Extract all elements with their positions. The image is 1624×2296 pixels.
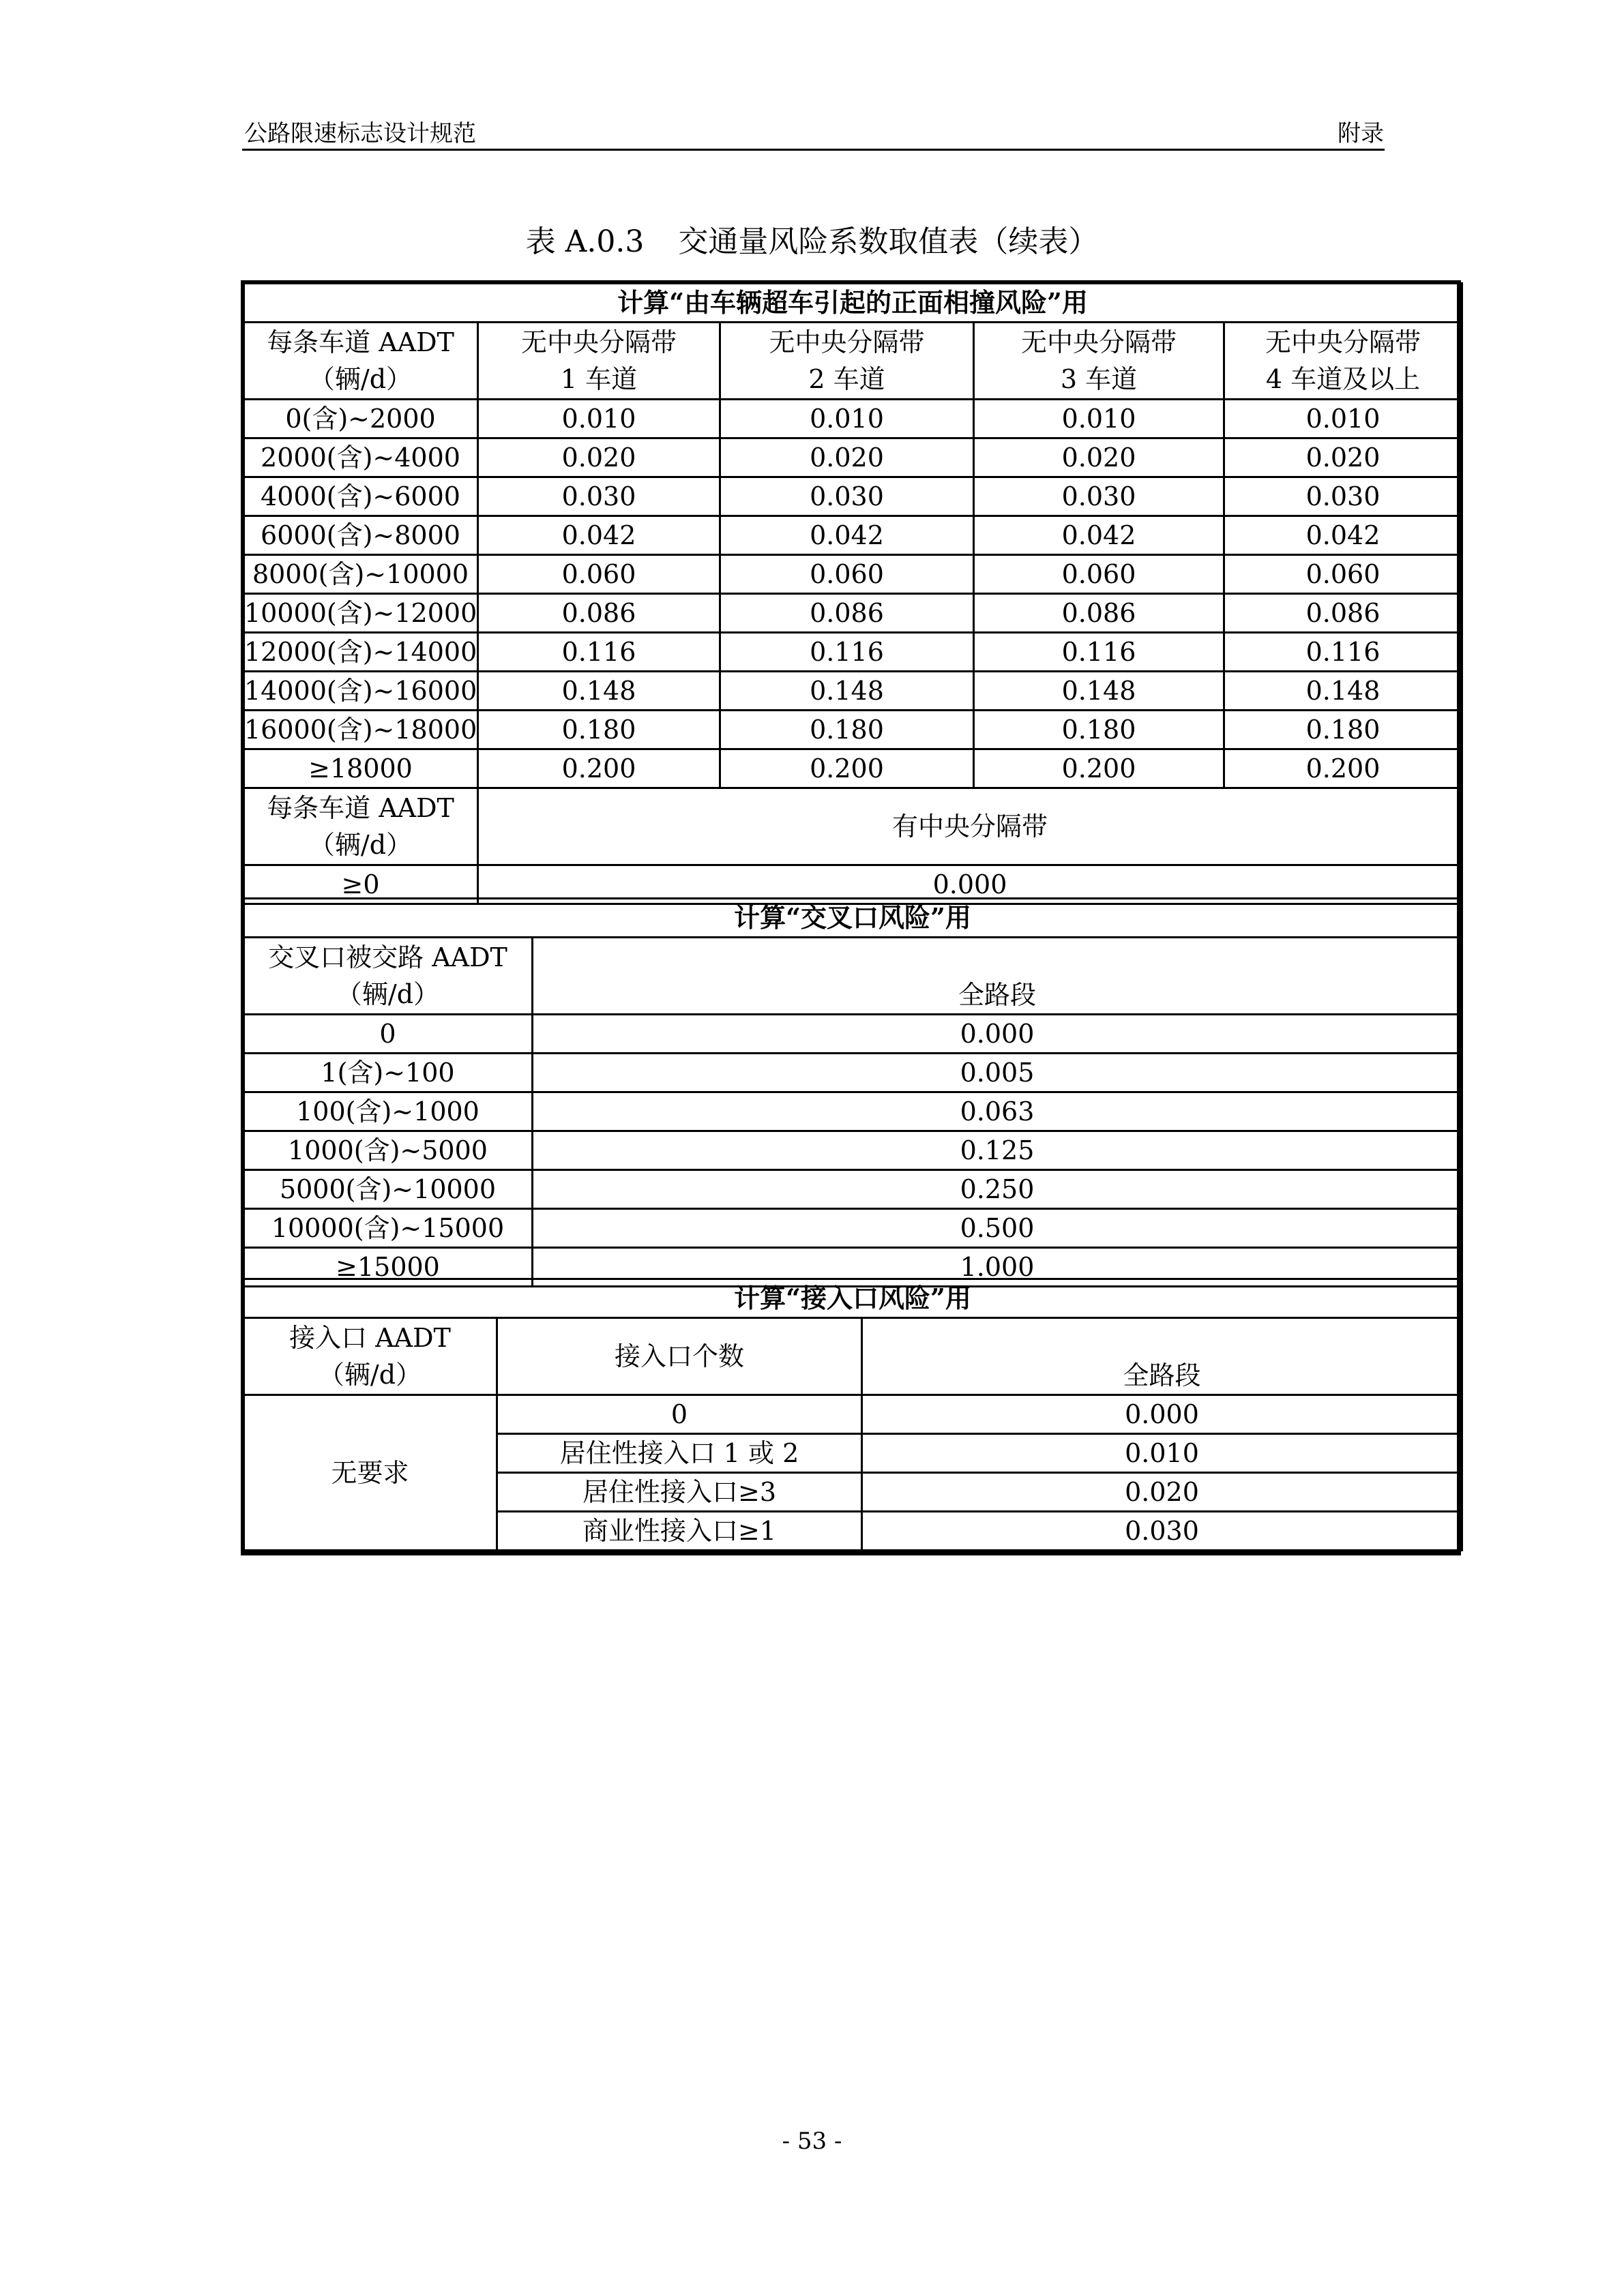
intersection-risk-table — [242, 897, 1463, 1287]
table-row: 1(含)~100 0.005 — [243, 1054, 1462, 1092]
column-header-divided: 有中央分隔带 — [478, 788, 1462, 865]
page-number: - 53 - — [782, 2128, 842, 2155]
table-caption: 交通量风险系数取值表（续表） — [678, 224, 1099, 259]
header-rule — [242, 149, 1385, 151]
column-header-all-sections: 全路段 — [533, 938, 1462, 1015]
column-header-access-count: 接入口个数 — [497, 1318, 862, 1395]
table-row: 2000(含)~4000 0.020 0.020 0.020 0.020 — [243, 438, 1462, 477]
column-header-aadt: 接入口 AADT （辆/d） — [243, 1318, 497, 1395]
running-header-section: 附录 — [1338, 120, 1384, 147]
column-header-1-lane: 无中央分隔带 1 车道 — [478, 323, 720, 400]
running-header-title: 公路限速标志设计规范 — [244, 120, 476, 147]
table-row: 6000(含)~8000 0.042 0.042 0.042 0.042 — [243, 516, 1462, 555]
table-row: 5000(含)~10000 0.250 — [243, 1170, 1462, 1209]
column-header-3-lane: 无中央分隔带 3 车道 — [974, 323, 1224, 400]
table-row: 8000(含)~10000 0.060 0.060 0.060 0.060 — [243, 555, 1462, 594]
table-row: ≥15000 1.000 — [243, 1248, 1462, 1287]
table-row: 100(含)~1000 0.063 — [243, 1092, 1462, 1131]
table-row: 14000(含)~16000 0.148 0.148 0.148 0.148 — [243, 672, 1462, 711]
table-row: 无要求 0 0.000 — [243, 1395, 1462, 1434]
column-header-aadt-divided: 每条车道 AADT （辆/d） — [243, 788, 478, 865]
table-title — [0, 217, 1624, 260]
table-row: 16000(含)~18000 0.180 0.180 0.180 0.180 — [243, 711, 1462, 749]
section-title: 计算“由车辆超车引起的正面相撞风险”用 — [243, 284, 1462, 323]
table-row: ≥0 0.000 — [243, 865, 1462, 904]
overtaking-risk-table — [242, 282, 1463, 905]
column-header-all-sections: 全路段 — [862, 1318, 1462, 1395]
table-number: 表 A.0.3 — [525, 224, 645, 259]
table-row: 商业性接入口≥1 0.030 — [243, 1512, 1462, 1551]
table-row: 10000(含)~15000 0.500 — [243, 1209, 1462, 1248]
column-header-2-lane: 无中央分隔带 2 车道 — [720, 323, 974, 400]
access-point-risk-table — [242, 1278, 1463, 1551]
column-header-aadt: 每条车道 AADT （辆/d） — [243, 323, 478, 400]
table-row: 0(含)~2000 0.010 0.010 0.010 0.010 — [243, 400, 1462, 438]
column-header-aadt: 交叉口被交路 AADT （辆/d） — [243, 938, 533, 1015]
table-row: 12000(含)~14000 0.116 0.116 0.116 0.116 — [243, 633, 1462, 672]
table-row: 1000(含)~5000 0.125 — [243, 1131, 1462, 1170]
aadt-no-requirement: 无要求 — [243, 1395, 497, 1551]
table-row: ≥18000 0.200 0.200 0.200 0.200 — [243, 749, 1462, 788]
table-row: 4000(含)~6000 0.030 0.030 0.030 0.030 — [243, 477, 1462, 516]
section-title: 计算“交叉口风险”用 — [243, 899, 1462, 938]
table-row: 0 0.000 — [243, 1015, 1462, 1054]
column-header-4-lane: 无中央分隔带 4 车道及以上 — [1224, 323, 1462, 400]
table-row: 居住性接入口 1 或 2 0.010 — [243, 1434, 1462, 1473]
table-row: 10000(含)~12000 0.086 0.086 0.086 0.086 — [243, 594, 1462, 633]
table-row: 居住性接入口≥3 0.020 — [243, 1473, 1462, 1512]
section-title: 计算“接入口风险”用 — [243, 1279, 1462, 1318]
